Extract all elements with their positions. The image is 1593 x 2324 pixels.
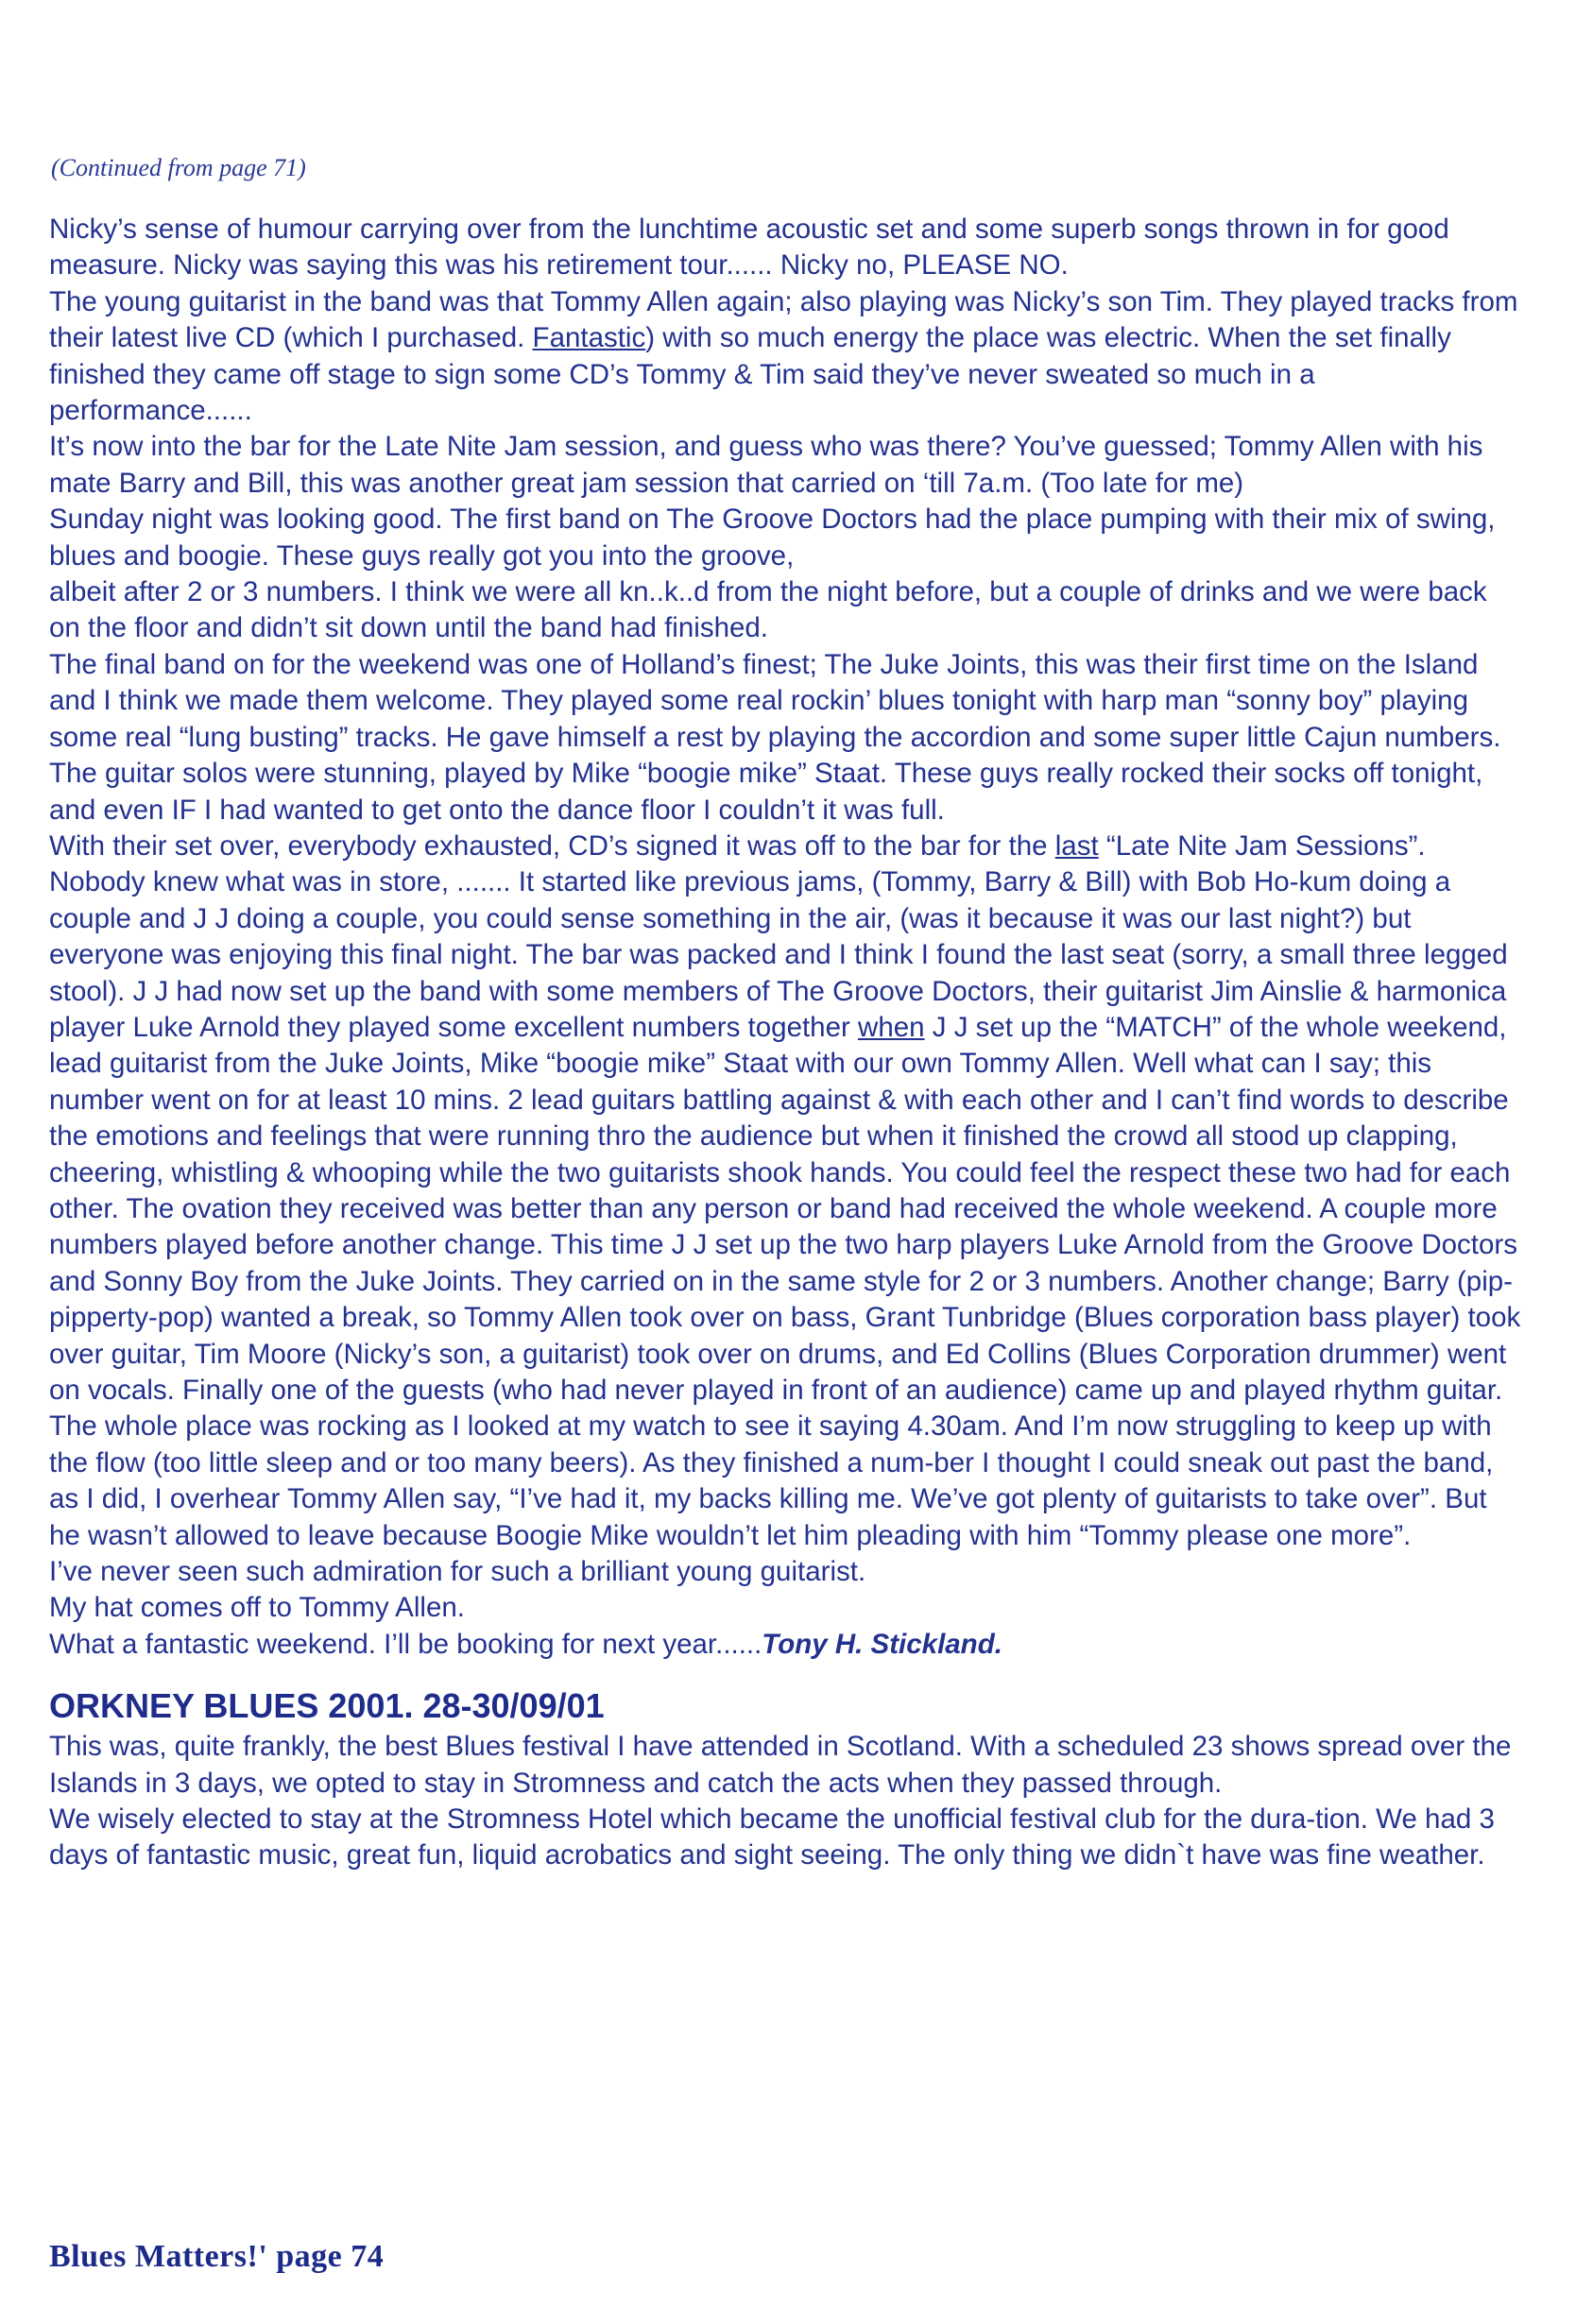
underlined-text: Fantastic: [532, 322, 646, 354]
paragraph: [49, 864, 1523, 1554]
text-segment: “Late Nite Jam Sessions”.: [1098, 829, 1426, 862]
text-segment: ) with so much energy the place was electric. When the set finally finished they came off stage to sign some CD’s Tommy & Tim said they’ve never sweated so much in a performance......: [49, 322, 1451, 427]
paragraph: It’s now into the bar for the Late Nite Jam session, and guess who was there? You’ve guessed; Tommy Allen with his mate Barry and Bill, this was another great jam session that carried on ‘till 7a.m. (Too late for me): [49, 431, 1483, 499]
paragraph: We wisely elected to stay at the Stromness Hotel which became the unofficial festival club for the dura-tion. We had 3 days of fantastic music, great fun, liquid acrobatics and sight seeing. The only thing we didn`t have was fine weather.: [49, 1803, 1495, 1871]
paragraph: I’ve never seen such admiration for such a brilliant young guitarist.: [49, 1556, 866, 1588]
paragraph: albeit after 2 or 3 numbers. I think we were all kn..k..d from the night before, but a couple of drinks and we were back on the floor and didn’t sit down until the band had finished.: [49, 576, 1487, 644]
underlined-text: when: [858, 1011, 925, 1043]
text-segment: The young guitarist in the band was that Tommy Allen again; also playing was Nicky’s son Tim. They played tracks from their latest live CD (which I purchased.: [49, 285, 1518, 354]
author-signoff: Tony H. Stickland.: [762, 1628, 1002, 1660]
text-segment: Nobody knew what was in store, ....... It started like previous jams, (Tommy, Barry & Bill) with Bob Ho-kum doing a couple and J J doing a couple, you could sense something in the air, (was it because it was our last night?) but everyone was enjoying this final night. The bar was packed and I think I found the last seat (sorry, a small three legged stool). J J had now set up the band with some members of The Groove Doctors, their guitarist Jim Ainslie & harmonica player Luke Arnold they played some excellent numbers together: [49, 866, 1508, 1043]
article-review: [49, 212, 1523, 1874]
paragraph: Nicky’s sense of humour carrying over from the lunchtime acoustic set and some superb songs thrown in for good measure. Nicky was saying this was his retirement tour...... Nicky no, PLEASE NO.: [49, 214, 1449, 282]
paragraph: The final band on for the weekend was one of Holland’s finest; The Juke Joints, this was their first time on the Island and I think we made them welcome. They played some real rockin’ blues tonight with harp man “sonny boy” playing some real “lung busting” tracks. He gave himself a rest by playing the accordion and some super little Cajun numbers. The guitar solos were stunning, played by Mike “boogie mike” Staat. These guys really rocked their socks off tonight, and even IF I had wanted to get onto the dance floor I couldn’t it was full.: [49, 648, 1501, 826]
text-segment: J J set up the “MATCH” of the whole weekend, lead guitarist from the Juke Joints, Mike “boogie mike” Staat with our own Tommy Allen. Well what can I say; this number went on for at least 10 mins. 2 lead guitars battling against & with each other and I can’t find words to describe the emotions and feelings that were running thro the audience but when it finished the crowd all stood up clapping, cheering, whistling & whooping while the two guitarists shook hands. You could feel the respect these two had for each other. The ovation they received was better than any person or band had received the whole weekend. A couple more numbers played before another change. This time J J set up the two harp players Luke Arnold from the Groove Doctors and Sonny Boy from the Juke Joints. They carried on in the same style for 2 or 3 numbers. Another change; Barry (pip-pipperty-pop) wanted a break, so Tommy Allen took over on bass, Grant Tunbridge (Blues corporation bass player) took over guitar, Tim Moore (Nicky’s son, a guitarist) took over on drums, and Ed Collins (Blues Corporation drummer) went on vocals. Finally one of the guests (who had never played in front of an audience) came up and played rhythm guitar. The whole place was rocking as I looked at my watch to see it saying 4.30am. And I’m now struggling to keep up with the flow (too little sleep and or too many beers). As they finished a num-ber I thought I could sneak out past the band, as I did, I overhear Tommy Allen say, “I’ve had it, my backs killing me. We’ve got plenty of guitarists to take over”. But he wasn’t allowed to leave because Boogie Mike wouldn’t let him pleading with him “Tommy please one more”.: [49, 1011, 1521, 1551]
page-footer: Blues Matters!' page 74: [49, 2239, 385, 2274]
continued-note: (Continued from page 71): [51, 154, 306, 181]
paragraph: [49, 284, 1523, 430]
section-heading: ORKNEY BLUES 2001. 28-30/09/01: [49, 1686, 605, 1726]
text-segment: With their set over, everybody exhausted, CD’s signed it was off to the bar for the: [49, 829, 1055, 862]
paragraph: This was, quite frankly, the best Blues festival I have attended in Scotland. With a scheduled 23 shows spread over the Islands in 3 days, we opted to stay in Stromness and catch the acts when they passed through.: [49, 1731, 1512, 1799]
paragraph: Sunday night was looking good. The first band on The Groove Doctors had the place pumping with their mix of swing, blues and boogie. These guys really got you into the groove,: [49, 504, 1496, 572]
paragraph: My hat comes off to Tommy Allen.: [49, 1592, 465, 1624]
underlined-text: last: [1054, 829, 1099, 862]
page-content: [49, 153, 1523, 1874]
text-segment: What a fantastic weekend. I’ll be booking for next year......: [49, 1628, 762, 1660]
paragraph: [49, 829, 1523, 864]
paragraph: [49, 1627, 1523, 1663]
